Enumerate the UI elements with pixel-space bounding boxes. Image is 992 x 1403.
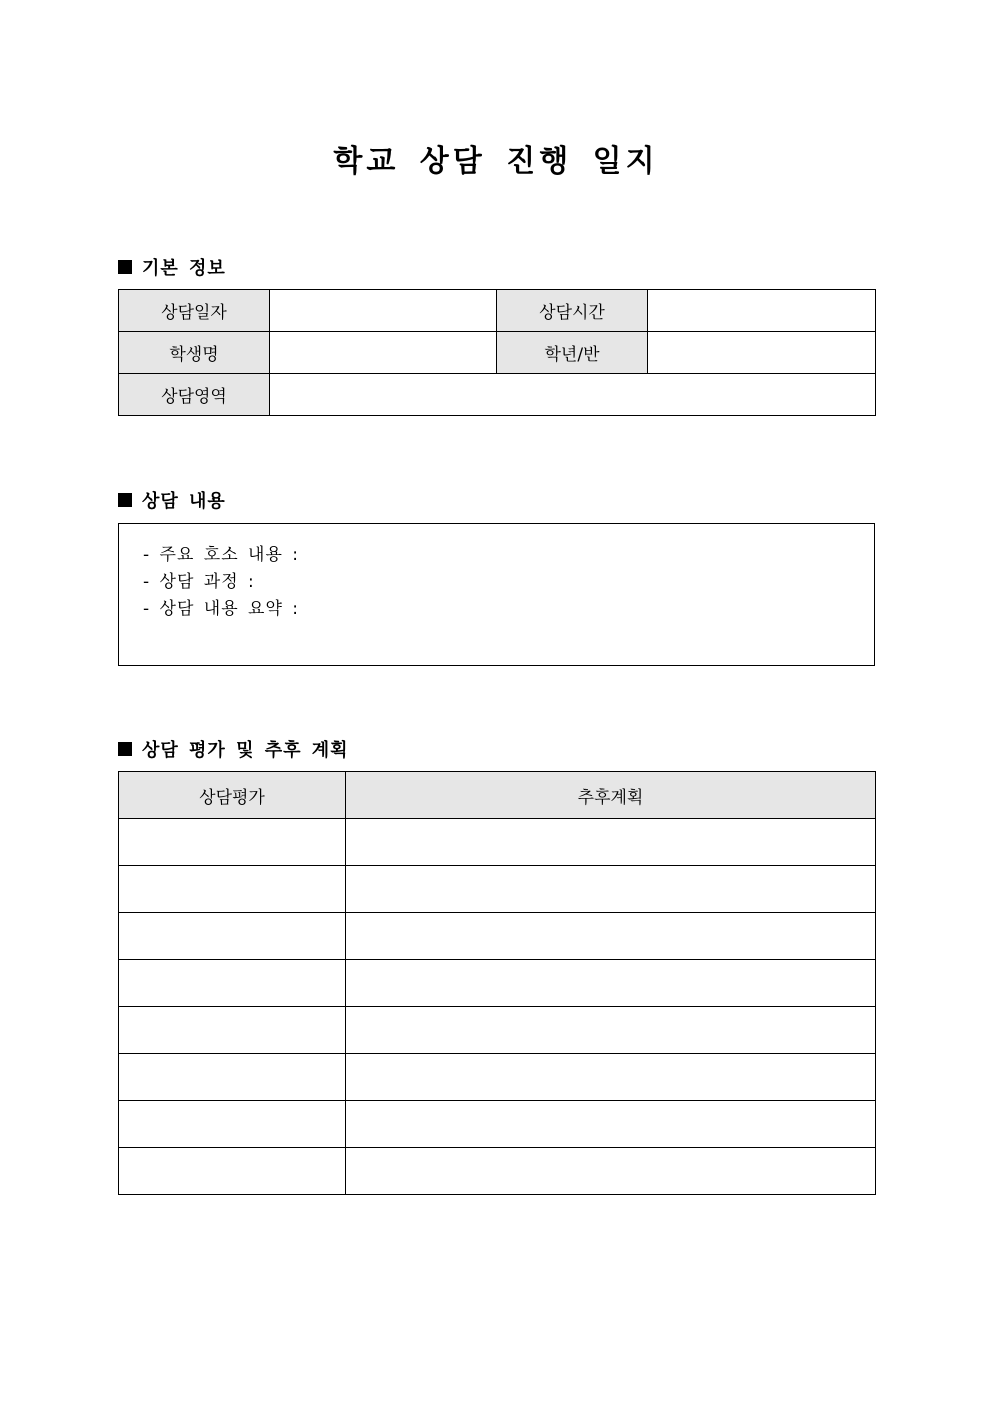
evaluation-cell[interactable] xyxy=(119,913,346,960)
evaluation-cell[interactable] xyxy=(119,819,346,866)
column-header-evaluation: 상담평가 xyxy=(119,772,346,819)
section-heading-label: 기본 정보 xyxy=(142,258,226,279)
evaluation-cell[interactable] xyxy=(119,866,346,913)
table-row xyxy=(119,1007,876,1054)
counseling-area-label: 상담영역 xyxy=(119,374,270,416)
content-line-summary: - 상담 내용 요약 : xyxy=(143,599,300,619)
date-label: 상담일자 xyxy=(119,290,270,332)
section-heading-content xyxy=(118,487,226,513)
evaluation-cell[interactable] xyxy=(119,1007,346,1054)
follow-up-cell[interactable] xyxy=(346,819,876,866)
table-row xyxy=(119,290,876,332)
square-bullet-icon xyxy=(118,260,132,274)
content-line-process: - 상담 과정 : xyxy=(143,572,255,592)
student-name-field[interactable] xyxy=(270,332,497,374)
evaluation-cell[interactable] xyxy=(119,1148,346,1195)
follow-up-cell[interactable] xyxy=(346,1054,876,1101)
time-label: 상담시간 xyxy=(497,290,648,332)
table-row xyxy=(119,1101,876,1148)
table-row xyxy=(119,866,876,913)
section-heading-label: 상담 평가 및 추후 계획 xyxy=(142,740,349,761)
counseling-area-field[interactable] xyxy=(270,374,876,416)
section-heading-evaluation xyxy=(118,736,349,762)
evaluation-cell[interactable] xyxy=(119,1054,346,1101)
square-bullet-icon xyxy=(118,493,132,507)
table-row xyxy=(119,332,876,374)
table-row xyxy=(119,960,876,1007)
content-lines xyxy=(143,542,299,623)
document-title: 학교 상담 진행 일지 xyxy=(333,144,659,179)
table-row xyxy=(119,913,876,960)
grade-class-field[interactable] xyxy=(648,332,876,374)
student-name-label: 학생명 xyxy=(119,332,270,374)
table-row xyxy=(119,374,876,416)
date-field[interactable] xyxy=(270,290,497,332)
follow-up-cell[interactable] xyxy=(346,866,876,913)
grade-class-label: 학년/반 xyxy=(497,332,648,374)
column-header-follow-up: 추후계획 xyxy=(346,772,876,819)
section-heading-basic-info xyxy=(118,254,226,280)
follow-up-cell[interactable] xyxy=(346,913,876,960)
table-row xyxy=(119,819,876,866)
follow-up-cell[interactable] xyxy=(346,960,876,1007)
table-row xyxy=(119,1148,876,1195)
follow-up-cell[interactable] xyxy=(346,1101,876,1148)
basic-info-table xyxy=(118,289,876,416)
table-header-row xyxy=(119,772,876,819)
evaluation-cell[interactable] xyxy=(119,1101,346,1148)
time-field[interactable] xyxy=(648,290,876,332)
counseling-content-box[interactable] xyxy=(118,523,875,666)
table-row xyxy=(119,1054,876,1101)
follow-up-cell[interactable] xyxy=(346,1148,876,1195)
evaluation-plan-table xyxy=(118,771,876,1195)
content-line-main-complaint: - 주요 호소 내용 : xyxy=(143,545,300,565)
section-heading-label: 상담 내용 xyxy=(142,491,226,512)
square-bullet-icon xyxy=(118,742,132,756)
evaluation-cell[interactable] xyxy=(119,960,346,1007)
follow-up-cell[interactable] xyxy=(346,1007,876,1054)
